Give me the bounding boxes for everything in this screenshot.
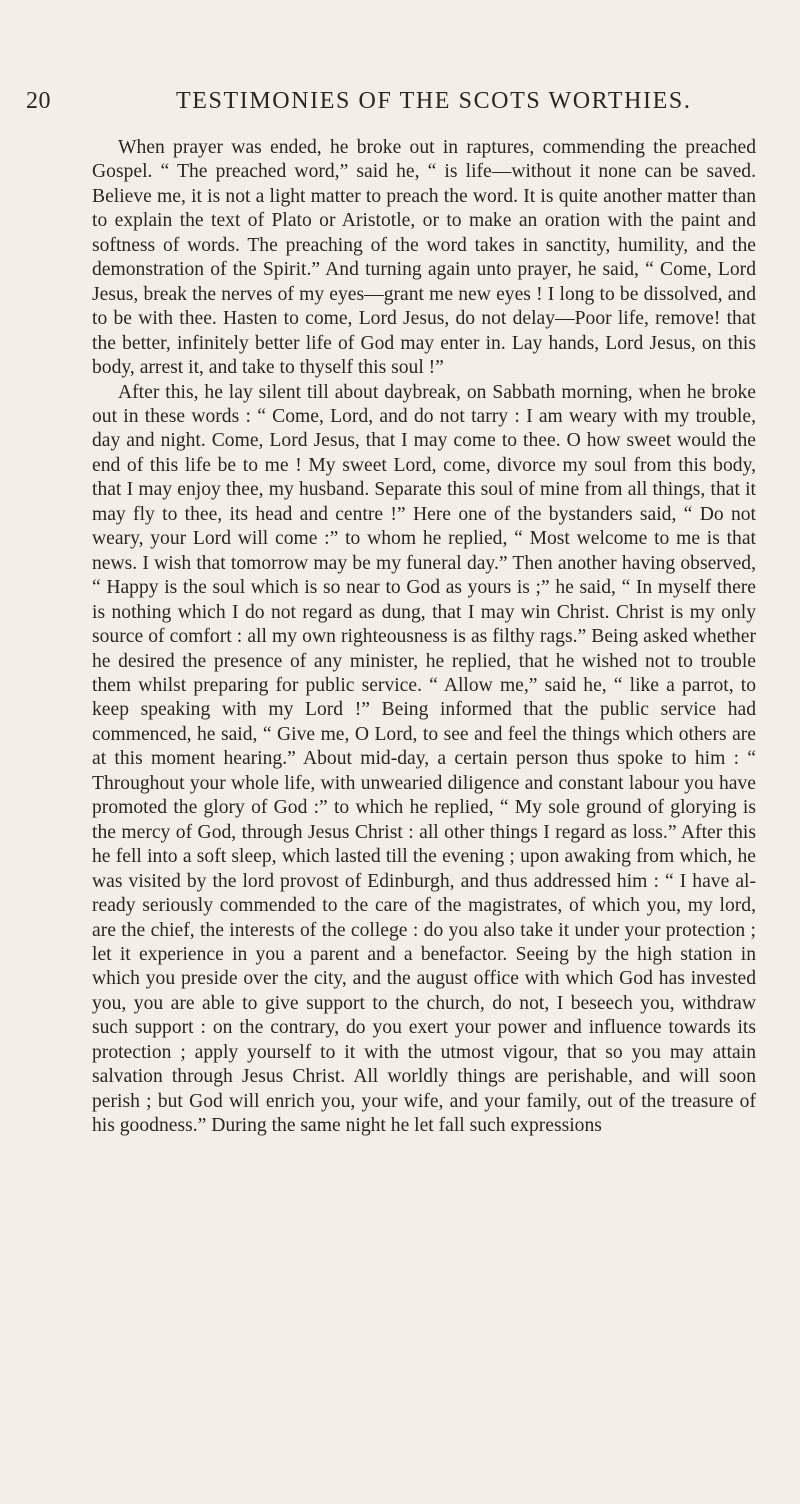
paragraph: When prayer was ended, he broke out in raptures, commending the preached Gospel. “ The preached word,” said he, “ is life—without it none can be saved. Believe me, it is not a light matter to preach the word. It is quite another matter than to explain the text of Plato or Aristotle, or to make an oration with the paint and softness of words. The preaching of the word takes in sanctity, humility, and the demonstration of the Spirit.” And turning again unto prayer, he said, “ Come, Lord Jesus, break the nerves of my eyes—grant me new eyes ! I long to be dissolved, and to be with thee. Hasten to come, Lord Jesus, do not delay—Poor life, remove! that the better, infinitely better life of God may enter in. Lay hands, Lord Jesus, on this body, arrest it, and take to thyself this soul !” — [92, 137, 756, 379]
paragraph: After this, he lay silent till about daybreak, on Sabbath morning, when he broke out in these words : “ Come, Lord, and do not tarry : I am weary with my trouble, day and night. Come, Lord Jesus, that I may come to thee. O how sweet would the end of this life be to me ! My sweet Lord, come, divorce my soul from this body, that I may enjoy thee, my husband. Separate this soul of mine from all things, that it may fly to thee, its head and centre !” Here one of the bystanders said, “ Do not weary, your Lord will come :” to whom he replied, “ Most welcome to me is that news. I wish that tomorrow may be my funeral day.” Then another having observed, “ Happy is the soul which is so near to God as yours is ;” he said, “ In myself there is nothing which I do not regard as dung, that I may win Christ. Christ is my only source of comfort : all my own righteousness is as filthy rags.” Being asked whether he desired the presence of any minister, he replied, that he wished not to trouble them whilst preparing for public service. “ Allow me,” said he, “ like a parrot, to keep speaking with my Lord !” Being informed that the public service had commenced, he said, “ Give me, O Lord, to see and feel the things which others are at this moment hearing.” About mid-day, a certain person thus spoke to him : “ Throughout your whole life, with unwearied diligence and constant labour you have promoted the glory of God :” to which he replied, “ My sole ground of glorying is the mercy of God, through Jesus Christ : all other things I regard as loss.” After this he fell into a soft sleep, which lasted till the evening ; upon awaking from which, he was visited by the lord provost of Edinburgh, and thus addressed him : “ I have already seriously commended to the care of the magistrates, of which you, my lord, are the chief, the interests of the college : do you also take it under your protection ; let it experience in you a parent and a benefactor. Seeing by the high station in which you preside over the city, and the august office with which God has invested you, you are able to give support to the church, do not, I beseech you, withdraw such support : on the contrary, do you exert your power and influence towards its protection ; apply yourself to it with the utmost vigour, that so you may attain salvation through Jesus Christ. All worldly things are perishable, and will soon perish ; but God will enrich you, your wife, and your family, out of the treasure of his goodness.” During the same night he let fall such expressions — [92, 381, 756, 1137]
running-title: TESTIMONIES OF THE SCOTS WORTHIES. — [176, 88, 692, 114]
page-number: 20 — [26, 88, 51, 114]
body-text — [92, 136, 756, 1139]
running-head — [26, 88, 766, 118]
